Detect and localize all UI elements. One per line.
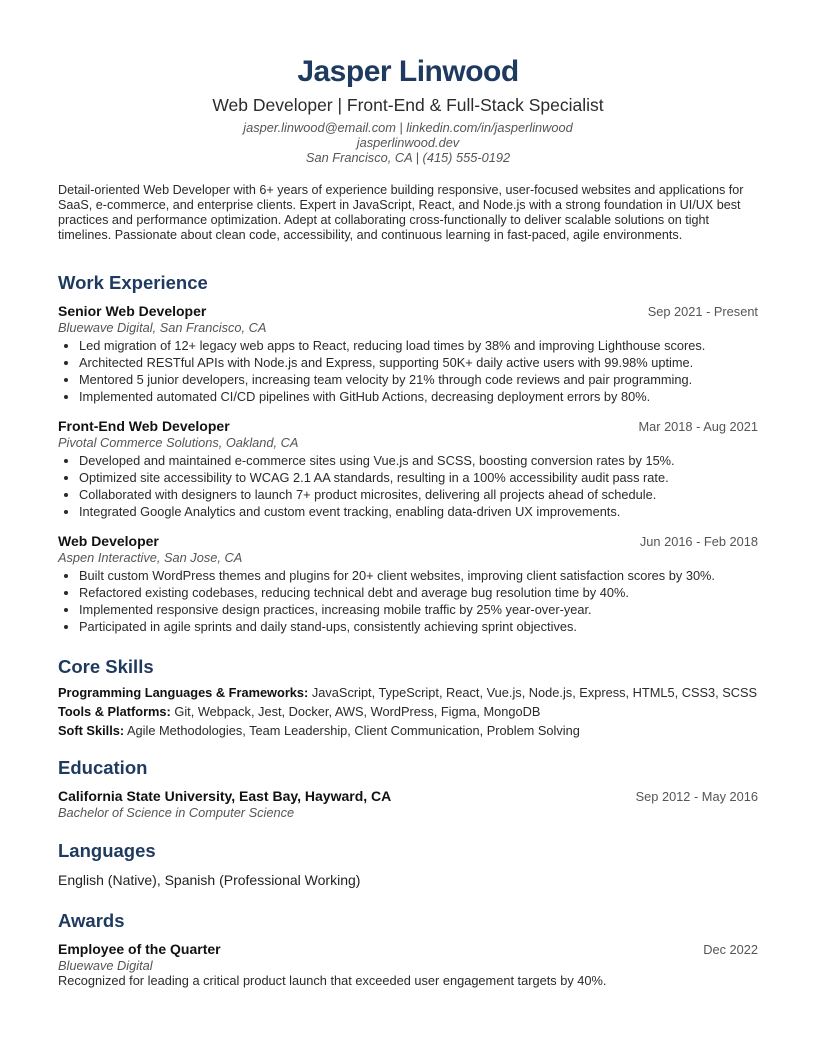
job-bullet: • Optimized site accessibility to WCAG 2.1 AA standards, resulting in a 100% accessibility audit pass rate.	[79, 469, 758, 486]
awards-section	[58, 909, 758, 988]
job-bullet: • Refactored existing codebases, reducing technical debt and average bug resolution time by 40%.	[79, 584, 758, 601]
skill-value: Agile Methodologies, Team Leadership, Client Communication, Problem Solving	[127, 722, 580, 738]
job-org: Bluewave Digital, San Francisco, CA	[58, 319, 267, 335]
education-section	[58, 756, 758, 821]
skills-section	[58, 655, 758, 738]
job-bullets	[58, 452, 758, 520]
section-title-education: Education	[58, 756, 148, 778]
skill-row	[58, 723, 758, 738]
section-title-skills: Core Skills	[58, 655, 154, 677]
award-description: Recognized for leading a critical product launch that exceeded user engagement targets by 40%.	[58, 972, 607, 988]
contact-website: jasperlinwood.dev	[356, 134, 460, 150]
job-bullet: • Collaborated with designers to launch 7+ product microsites, delivering all projects ahead of schedule.	[79, 486, 758, 503]
job-bullet: • Led migration of 12+ legacy web apps to React, reducing load times by 38% and improving Lighthouse scores.	[79, 337, 758, 354]
education-entry	[58, 787, 758, 821]
award-date: Dec 2022	[703, 941, 758, 957]
contact-location-phone: San Francisco, CA | (415) 555-0192	[305, 149, 511, 165]
headline: Web Developer | Front-End & Full-Stack Specialist	[212, 95, 604, 115]
job-entry	[58, 417, 758, 520]
section-title-work: Work Experience	[58, 271, 208, 293]
languages-section	[58, 839, 758, 889]
job-bullet: • Implemented responsive design practices, increasing mobile traffic by 25% year-over-year.	[79, 601, 758, 618]
job-bullet: • Implemented automated CI/CD pipelines with GitHub Actions, decreasing deployment errors by 80%.	[79, 388, 758, 405]
job-dates: Mar 2018 - Aug 2021	[638, 418, 758, 434]
section-title-awards: Awards	[58, 909, 125, 931]
job-bullet: • Developed and maintained e-commerce sites using Vue.js and SCSS, boosting conversion rates by 15%.	[79, 452, 758, 469]
job-bullet: • Mentored 5 junior developers, increasing team velocity by 21% through code reviews and pair programming.	[79, 371, 758, 388]
summary: Detail-oriented Web Developer with 6+ years of experience building responsive, user-focused websites and applications for SaaS, e-commerce, and enterprise clients. Expert in JavaScript, React, and Node.js with a strong foundation in UI/UX best practices and performance optimization. Adept at collaborating cross-functionally to deliver scalable solutions on tight timelines. Passionate about clean code, accessibility, and continuous learning in fast-paced, agile environments.	[58, 183, 744, 242]
job-role: Web Developer	[58, 532, 159, 549]
job-org: Aspen Interactive, San Jose, CA	[58, 549, 243, 565]
candidate-name: Jasper Linwood	[297, 55, 519, 88]
job-bullets	[58, 337, 758, 405]
skill-label: Soft Skills:	[58, 722, 125, 738]
contact-block	[58, 121, 758, 165]
job-bullet: • Architected RESTful APIs with Node.js and Express, supporting 50K+ daily active users with 99.98% uptime.	[79, 354, 758, 371]
job-entry	[58, 302, 758, 405]
award-name: Employee of the Quarter	[58, 940, 221, 957]
job-entry	[58, 532, 758, 635]
job-bullet: • Built custom WordPress themes and plugins for 20+ client websites, improving client satisfaction scores by 30%.	[79, 567, 758, 584]
degree: Bachelor of Science in Computer Science	[58, 804, 295, 820]
education-dates: Sep 2012 - May 2016	[635, 788, 758, 804]
section-title-languages: Languages	[58, 839, 156, 861]
job-bullet: • Participated in agile sprints and daily stand-ups, consistently achieving sprint objectives.	[79, 618, 758, 635]
skill-value: JavaScript, TypeScript, React, Vue.js, Node.js, Express, HTML5, CSS3, SCSS	[311, 684, 758, 700]
skill-value: Git, Webpack, Jest, Docker, AWS, WordPress, Figma, MongoDB	[174, 703, 541, 719]
job-bullets	[58, 567, 758, 635]
work-experience-section	[58, 271, 758, 635]
award-org: Bluewave Digital	[58, 957, 153, 973]
job-org: Pivotal Commerce Solutions, Oakland, CA	[58, 434, 299, 450]
languages-text: English (Native), Spanish (Professional Working)	[58, 871, 361, 888]
job-dates: Sep 2021 - Present	[647, 303, 758, 319]
skill-row	[58, 704, 758, 719]
skill-label: Programming Languages & Frameworks:	[58, 684, 309, 700]
skill-label: Tools & Platforms:	[58, 703, 171, 719]
job-dates: Jun 2016 - Feb 2018	[639, 533, 758, 549]
job-bullet: • Integrated Google Analytics and custom event tracking, enabling data-driven UX improvements.	[79, 503, 758, 520]
school-name: California State University, East Bay, Hayward, CA	[58, 787, 392, 804]
job-role: Senior Web Developer	[58, 302, 207, 319]
award-entry	[58, 940, 758, 988]
contact-email-linkedin: jasper.linwood@email.com | linkedin.com/in/jasperlinwood	[243, 120, 573, 135]
job-role: Front-End Web Developer	[58, 417, 230, 434]
skill-row	[58, 685, 758, 700]
